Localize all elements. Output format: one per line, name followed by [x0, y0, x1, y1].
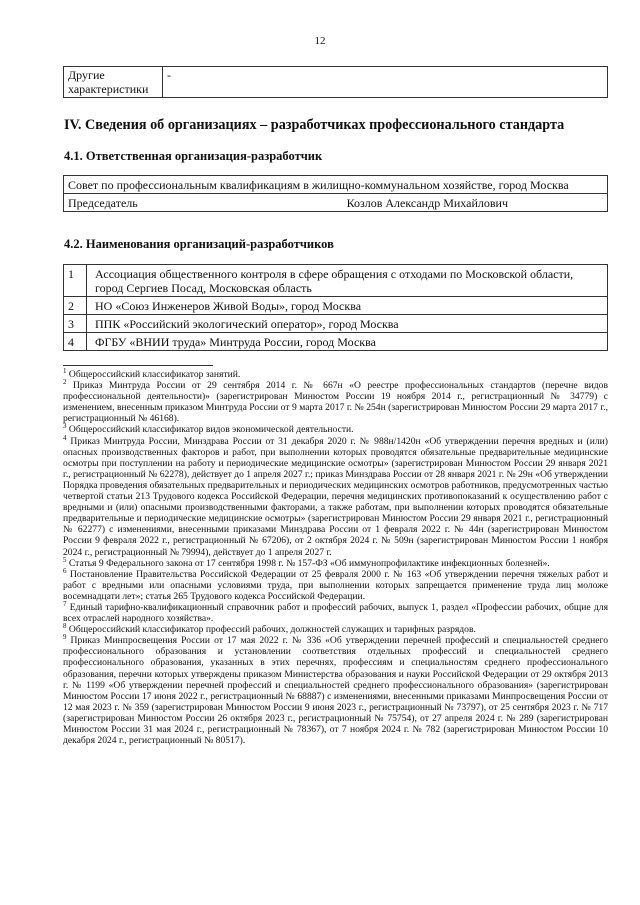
responsible-position: Председатель [68, 196, 138, 210]
footnote [63, 599, 608, 625]
footnote-number: 8 [63, 621, 67, 630]
other-characteristics-value: - [163, 67, 608, 98]
other-characteristics-table [63, 66, 608, 98]
responsible-organization: Совет по профессиональным квалификациям в жилищно-коммунальном хозяйстве, город Москва [64, 176, 608, 194]
organization-name: ППК «Российский экологический оператор», город Москва [87, 315, 608, 333]
footnote-number: 7 [63, 599, 67, 608]
section-title: IV. Сведения об организациях – разработчиках профессионального стандарта [64, 117, 565, 133]
footnote-text: Статья 9 Федерального закона от 17 сентября 1998 г. № 157-ФЗ «Об иммунопрофилактике инфекционных болезней». [66, 557, 550, 569]
footnote-text: Общероссийский классификатор профессий рабочих, должностей служащих и тарифных разрядов. [66, 624, 476, 636]
table-row [64, 315, 608, 333]
responsible-person: Козлов Александр Михайлович [346, 196, 508, 210]
footnote-text: Приказ Минтруда России, Минздрава России от 31 декабря 2020 г. № 988н/1420н «Об утверждении перечня вредных и (или) опасных производственных факторов и работ, при выполнении которых проводятся обязательные предварительные медицинские осмотры при поступлении на работу и периодические медицинские осмотры» (зарегистрирован Минюстом России 29 января 2021 г., регистрационный № 62278), действует до 1 апреля 2027 г.; приказ Минздрава России от 28 января 2021 г. № 29н «Об утверждении Порядка проведения обязательных предварительных и периодических медицинских осмотров работников, предусмотренных частью четвертой статьи 213 Трудового кодекса Российской Федерации, перечня медицинских противопоказаний к осуществлению работ с вредными и (или) опасными производственными факторами, а также работам, при выполнении которых проводятся обязательные предварительные и периодические медицинские осмотры» (зарегистрирован Минюстом России 29 января 2021 г., регистрационный № 62277) с изменениями, внесенными приказами Минздрава России от 1 февраля 2022 г. № 44н (зарегистрирован Минюстом России 9 февраля 2022 г., регистрационный № 67206), от 2 октября 2024 г. № 509н (зарегистрирован Минюстом России 1 ноября 2024 г., регистрационный № 79994), действует до 1 апреля 2027 г. [63, 435, 608, 558]
footnote-text: Приказ Минтруда России от 29 сентября 2014 г. № 667н «О реестре профессиональных стандартов (перечне видов профессиональной деятельности)» (зарегистрирован Минюстом России 19 ноября 2014 г., регистрационный № 34779) с изменением, внесенным приказом Минтруда России от 9 марта 2017 г. № 254н (зарегистрирован Минюстом России 29 марта 2017 г., регистрационный № 46168). [63, 380, 608, 425]
responsible-table [63, 175, 608, 212]
table-row [64, 265, 608, 297]
organization-name: ФГБУ «ВНИИ труда» Минтруда России, город Москва [87, 333, 608, 351]
table-row [64, 297, 608, 315]
footnote-number: 4 [63, 433, 67, 442]
footnote-number: 2 [63, 377, 67, 386]
other-characteristics-label: Другие характеристики [64, 67, 163, 98]
page-number: 12 [314, 35, 326, 47]
footnote-text: Общероссийский классификатор видов экономической деятельности. [66, 424, 354, 436]
row-number: 1 [64, 265, 87, 297]
footnote [63, 621, 608, 636]
row-number: 3 [64, 315, 87, 333]
footnote-text: Общероссийский классификатор занятий. [66, 369, 241, 380]
organization-name: Ассоциация общественного контроля в сфере обращения с отходами по Московской области, город Сергиев Посад, Московская область [87, 265, 608, 297]
developers-heading: 4.2. Наименования организаций-разработчиков [64, 237, 334, 251]
footnote [63, 635, 608, 746]
footnote-text: Постановление Правительства Российской Федерации от 25 февраля 2000 г. № 163 «Об утверждении перечня тяжелых работ и работ с вредными или опасными условиями труда, при выполнении которых запрещается применение труда лиц моложе восемнадцати лет»; статья 265 Трудового кодекса Российской Федерации. [63, 568, 608, 602]
footnote-number: 5 [63, 555, 67, 564]
footnote [63, 566, 608, 602]
footnote-number: 3 [63, 422, 67, 431]
footnote [63, 424, 608, 435]
table-row [64, 333, 608, 351]
responsible-heading: 4.1. Ответственная организация-разработчик [64, 149, 323, 163]
row-number: 4 [64, 333, 87, 351]
footnote-number: 9 [63, 633, 67, 642]
footnote [63, 555, 608, 569]
organization-name: НО «Союз Инженеров Живой Воды», город Москва [87, 297, 608, 315]
footnote [63, 433, 608, 558]
developers-table [63, 264, 608, 351]
footnote-text: Единый тарифно-квалификационный справочник работ и профессий рабочих, выпуск 1, раздел «Профессии рабочих, общие для всех отраслей народного хозяйства». [63, 601, 608, 625]
footnote [63, 377, 608, 425]
footnote-number: 6 [63, 566, 67, 575]
footnote-number: 1 [63, 366, 67, 375]
footnote [63, 366, 608, 380]
footnote-divider [63, 365, 213, 366]
row-number: 2 [64, 297, 87, 315]
footnote-text: Приказ Минпросвещения России от 17 мая 2022 г. № 336 «Об утверждении перечней профессий и специальностей среднего профессионального образования и установлении соответствия отдельных профессий и специальностей среднего профессионального образования, указанных в этих перечнях, профессиям и специальностям среднего профессионального образования, перечни которых утверждены приказом Министерства образования и науки Российской Федерации от 29 октября 2013 г. № 1199 «Об утверждении перечней профессий и специальностей среднего профессионального образования» (зарегистрирован Минюстом России 17 июня 2022 г., регистрационный № 68887) с изменениями, внесенными приказами Минпросвещения России от 12 мая 2023 г. № 359 (зарегистрирован Минюстом России 9 июня 2023 г., регистрационный № 73797), от 25 сентября 2023 г. № 717 (зарегистрирован Минюстом России 26 октября 2023 г., регистрационный № 75754), от 27 апреля 2024 г. № 289 (зарегистрирован Минюстом России 31 мая 2024 г., регистрационный № 78367), от 7 ноября 2024 г. № 782 (зарегистрирован Минюстом России 10 декабря 2024 г., регистрационный № 80517). [63, 635, 608, 747]
footnotes [63, 366, 608, 747]
